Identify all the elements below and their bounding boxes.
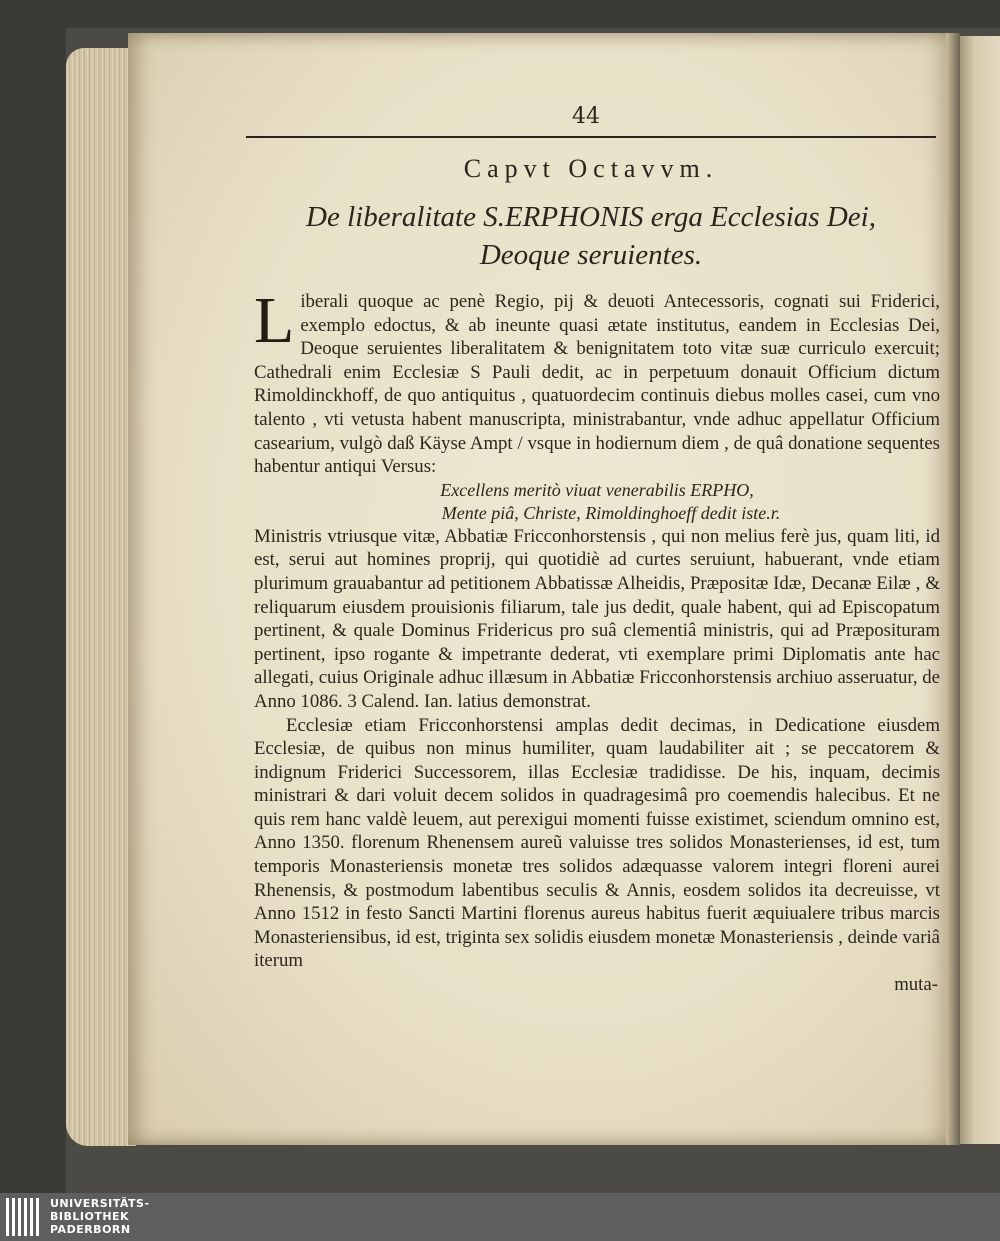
- catchword: muta-: [894, 974, 938, 996]
- subtitle-line-1: De liberalitate S.ERPHONIS erga Ecclesias Dei,: [306, 201, 876, 233]
- chapter-title: Capvt Octavvm.: [463, 154, 719, 183]
- paragraph-1: [254, 284, 940, 479]
- library-name-line-1: UNIVERSITÄTS-: [50, 1197, 150, 1210]
- paragraph-3: Ecclesiæ etiam Fricconhorstensi amplas dedit decimas, in Dedicatione eiusdem Ecclesiæ, de quibus non minus humiliter, quam laudabiliter ait ; se peccatorem & indignum Friderici Successorem, illas Ecclesiæ tradidisse. De his, inquam, decimis ministrari & dari voluit decem solidos in quadragesimâ pro coemendis halecibus. Et ne quis rem hanc valdè leuem, aut perexigui momenti fuisse existimet, sciendum omnino est, Anno 1350. florenum Rhenensem aureũ valuisse tres solidos Monasterienses, id est, tum temporis Monasteriensis monetæ tres solidos adæquasse valorem integri floreni aurei Rhenensis, & postmodum labentibus seculis & Annis, eosdem solidos ita decreuisse, vt Anno 1512 in festo Sancti Martini florenus aureus habitus fuerit æquiualere tribus marcis Monasteriensibus, id est, triginta sex solidis eiusdem monetæ Monasteriensis , deinde variâ iterum: [254, 714, 940, 972]
- verse-line-2: Mente piâ, Christe, Rimoldinghoeff dedit iste.r.: [441, 502, 781, 523]
- verse-line-1: Excellens meritò viuat venerabilis ERPHO,: [440, 479, 754, 500]
- page-edges: [66, 48, 136, 1146]
- chapter-subtitle: [246, 198, 936, 274]
- paragraph-2: Ministris vtriusque vitæ, Abbatiæ Fricconhorstensis , qui non melius ferè jus, quam liti, id est, serui aut homines proprij, qui quotidiè ad curtes seruiunt, habuerant, vnde etiam plurimum grauabantur ad petitionem Abbatissæ Alheidis, Præpositæ Idæ, Decanæ Eilæ , & reliquarum eiusdem prouisionis filiarum, tale jus dedit, quale habent, qui ad Episcopatum pertinent, & quale Dominus Fridericus pro suâ clementiâ ministris, qui ad Præposituram pertinent, ipso rogante & impetrante dederat, vti exemplare primi Diplomatis ante hac allegati, cuius Originale adhuc illæsum in Abbatiæ Fricconhorstensis archiuo asseruatur, de Anno 1086. 3 Calend. Ian. latius demonstrat.: [254, 525, 940, 712]
- subtitle-line-2: Deoque seruientes.: [479, 239, 703, 271]
- page-gutter: [946, 33, 960, 1145]
- header-rule: [246, 136, 936, 138]
- paragraph-1-text: iberali quoque ac penè Regio, pij & deuoti Antecessoris, cognati sui Friderici, exemplo edoctus, & ab ineunte quasi ætate institutus, eandem in Ecclesias Dei, Deoque seruientes liberalitatem & benignitatem toto vitæ suæ curriculo exercuit; Cathedrali enim Ecclesiæ S Pauli dedit, ac in perpetuum donauit Officium dictum Rimoldinckhoff, de quo antiquitus , quatuordecim continuis diebus molles casei, cum vno talento , vti vetusta habent manuscripta, ministrabantur, vnde adhuc appellatur Officium casearium, vulgò daß Käyse Ampt / vsque in hodiernum diem , de quâ donatione sequentes habentur antiqui Versus:: [254, 291, 940, 478]
- drop-cap-initial: L: [254, 284, 295, 357]
- library-name-line-2: BIBLIOTHEK: [50, 1210, 130, 1223]
- library-name-line-3: PADERBORN: [50, 1223, 131, 1236]
- body-text: [254, 284, 940, 997]
- page-number: 44: [572, 104, 600, 129]
- facing-page-edge: [958, 36, 1000, 1144]
- library-logo-icon: [6, 1198, 42, 1236]
- library-name: [50, 1197, 150, 1236]
- verse-block: [254, 479, 940, 525]
- library-footer: [0, 1193, 1000, 1241]
